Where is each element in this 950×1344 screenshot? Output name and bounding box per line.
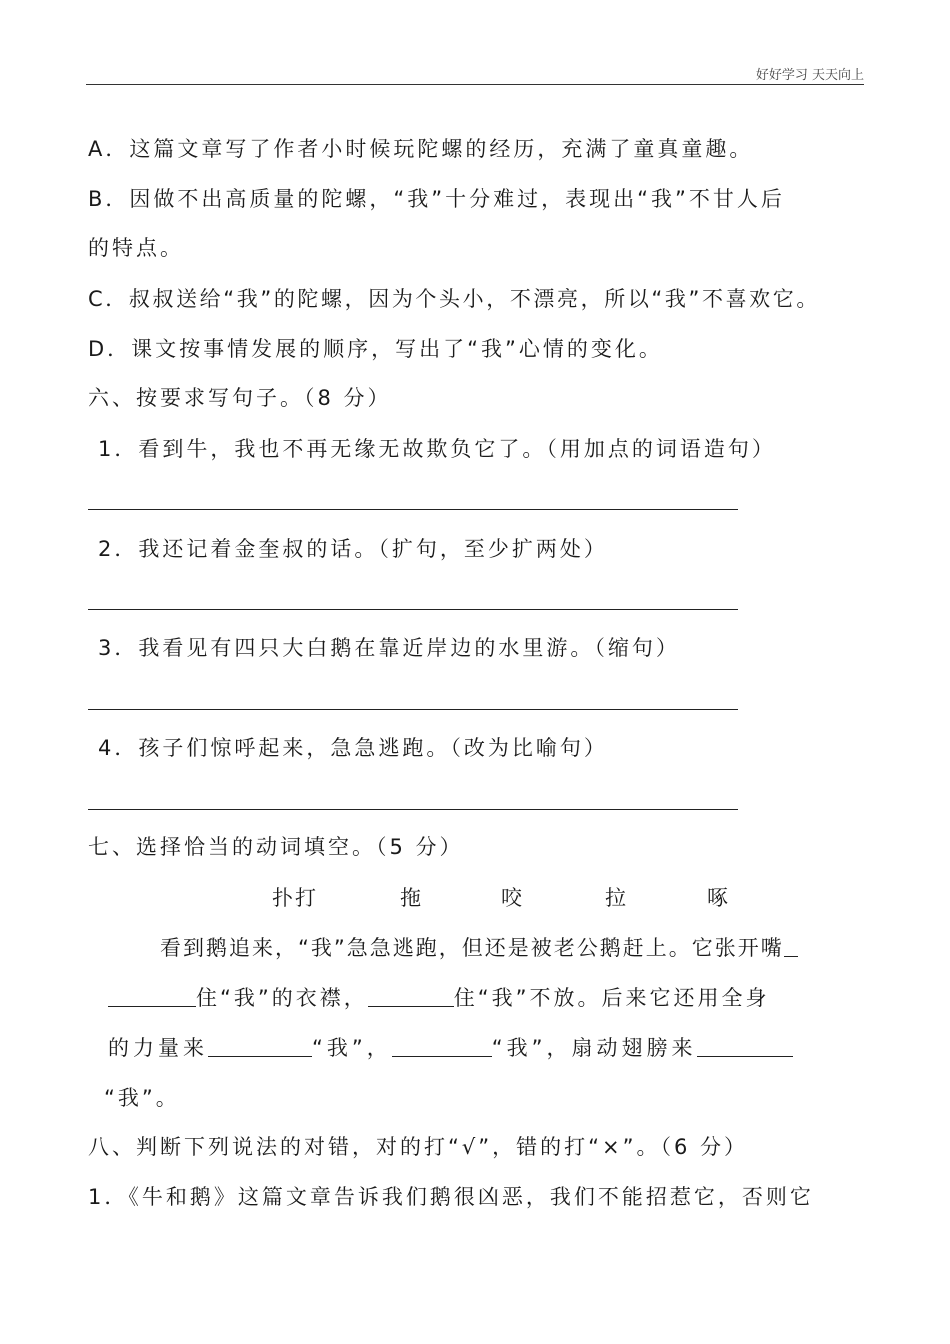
answer-line-6-2[interactable] — [88, 609, 738, 610]
question-6-3: 3．我看见有四只大白鹅在靠近岸边的水里游。（缩句） — [98, 636, 680, 660]
word-bank-5: 啄 — [707, 886, 728, 910]
question-8-1: 1．《牛和鹅》这篇文章告诉我们鹅很凶恶，我们不能招惹它，否则它 — [88, 1185, 814, 1209]
word-bank-3: 咬 — [501, 886, 522, 910]
paragraph-text-3c: “我”，扇动翅膀来 — [491, 1036, 697, 1060]
answer-line-6-4[interactable] — [88, 809, 738, 810]
option-d: D．课文按事情发展的顺序，写出了“我”心情的变化。 — [88, 337, 663, 361]
section7-title: 七、选择恰当的动词填空。（5 分） — [88, 835, 464, 859]
option-a: A．这篇文章写了作者小时候玩陀螺的经历，充满了童真童趣。 — [88, 137, 754, 161]
word-bank-1: 扑打 — [272, 886, 318, 910]
blank-1-start[interactable] — [784, 936, 798, 957]
paragraph-text-2a: 住“我”的衣襟， — [196, 986, 368, 1010]
section8-title: 八、判断下列说法的对错，对的打“√”，错的打“×”。（6 分） — [88, 1135, 749, 1159]
paragraph-line-2 — [108, 984, 770, 1012]
blank-3[interactable] — [208, 1036, 312, 1057]
answer-line-6-3[interactable] — [88, 709, 738, 710]
header-rule — [86, 84, 864, 85]
question-6-2: 2．我还记着金奎叔的话。（扩句，至少扩两处） — [98, 537, 608, 561]
blank-1-end[interactable] — [108, 986, 196, 1007]
word-bank-4: 拉 — [605, 886, 626, 910]
option-b-line1: B．因做不出高质量的陀螺，“我”十分难过，表现出“我”不甘人后 — [88, 187, 785, 211]
paragraph-text-3a: 的力量来 — [108, 1036, 208, 1060]
question-6-4: 4．孩子们惊呼起来，急急逃跑。（改为比喻句） — [98, 736, 608, 760]
section6-title: 六、按要求写句子。（8 分） — [88, 386, 392, 410]
header-text: 好好学习 天天向上 — [755, 68, 864, 83]
blank-4[interactable] — [392, 1036, 492, 1057]
blank-5[interactable] — [697, 1036, 793, 1057]
answer-line-6-1[interactable] — [88, 509, 738, 510]
paragraph-text-3b: “我”， — [312, 1036, 392, 1060]
paragraph-line-1 — [160, 934, 798, 962]
question-6-1: 1．看到牛，我也不再无缘无故欺负它了。（用加点的词语造句） — [98, 437, 776, 461]
paragraph-line-4: “我”。 — [104, 1086, 180, 1110]
paragraph-text-1: 看到鹅追来，“我”急急逃跑，但还是被老公鹅赶上。它张开嘴 — [160, 936, 784, 960]
word-bank-2: 拖 — [400, 886, 421, 910]
option-b-line2: 的特点。 — [88, 236, 184, 260]
paragraph-text-2b: 住“我”不放。后来它还用全身 — [453, 986, 770, 1010]
blank-2[interactable] — [368, 986, 454, 1007]
paragraph-line-3 — [108, 1034, 793, 1062]
option-c: C．叔叔送给“我”的陀螺，因为个头小，不漂亮，所以“我”不喜欢它。 — [88, 287, 820, 311]
